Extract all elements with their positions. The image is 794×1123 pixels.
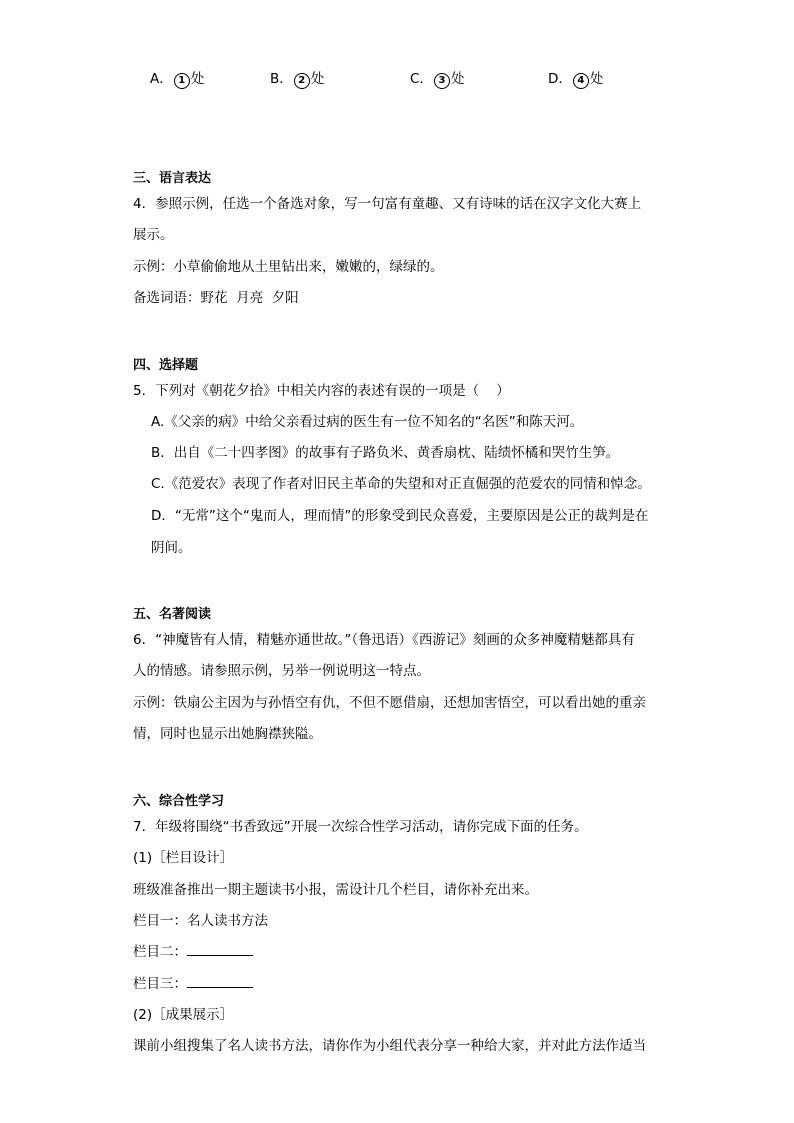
option-suffix: 处 <box>450 71 465 87</box>
option-suffix: 处 <box>190 71 205 87</box>
q7-sub1-text: 班级准备推出一期主题读书小报，需设计几个栏目，请你补充出来。 <box>133 882 538 898</box>
option-letter: C． <box>410 71 433 87</box>
q4-example: 示例：小草偷偷地从土里钻出来，嫩嫩的，绿绿的。 <box>133 259 444 275</box>
q7-sub2-text: 课前小组搜集了名人读书方法，请你作为小组代表分享一种给大家，并对此方法作适当 <box>133 1038 646 1054</box>
column-two-label: 栏目二： <box>133 944 187 960</box>
q7-text: 7．年级将围绕“书香致远”开展一次综合性学习活动，请你完成下面的任务。 <box>133 819 588 835</box>
circled-number: 3 <box>434 73 450 89</box>
q5-option-d[interactable]: D．“无常”这个“鬼而人，理而情”的形象受到民众喜爱，主要原因是公正的裁判是在 <box>151 508 649 524</box>
q6-text-cont: 人的情感。请参照示例，另举一例说明这一特点。 <box>133 663 430 679</box>
circled-number: 1 <box>174 73 190 89</box>
option-suffix: 处 <box>310 71 325 87</box>
column-two-blank[interactable] <box>187 943 253 956</box>
option-b[interactable] <box>270 67 324 89</box>
section4-heading: 四、选择题 <box>133 358 199 373</box>
q7-sub1-title: (1)［栏目设计］ <box>133 850 234 866</box>
q6-text: 6．“神魔皆有人情，精魅亦通世故。”（鲁迅语）《西游记》刻画的众多神魔精魅都具有 <box>133 632 635 648</box>
column-one: 栏目一：名人读书方法 <box>133 913 268 929</box>
option-letter: A． <box>150 71 173 87</box>
section3-heading: 三、语言表达 <box>133 171 212 186</box>
q5-option-c[interactable]: C.《范爱农》表现了作者对旧民主革命的失望和对正直倔强的范爱农的同情和悼念。 <box>151 476 651 492</box>
option-a[interactable] <box>150 67 204 89</box>
q5-question: 5．下列对《朝花夕拾》中相关内容的表述有误的一项是（ ） <box>133 383 510 399</box>
circled-number: 4 <box>573 73 589 89</box>
q4-candidate-words: 备选词语：野花 月亮 夕阳 <box>133 290 299 306</box>
q6-example: 示例：铁扇公主因为与孙悟空有仇，不但不愿借扇，还想加害悟空，可以看出她的重亲 <box>133 695 646 711</box>
q7-sub2-title: (2)［成果展示］ <box>133 1007 234 1023</box>
q4-text: 4．参照示例，任选一个备选对象，写一句富有童趣、又有诗味的话在汉字文化大赛上 <box>133 196 642 212</box>
option-letter: B． <box>270 71 293 87</box>
circled-number: 2 <box>294 73 310 89</box>
q5-option-a[interactable]: A.《父亲的病》中给父亲看过病的医生有一位不知名的“名医”和陈天河。 <box>151 414 584 430</box>
option-c[interactable] <box>410 67 464 89</box>
q4-text-cont: 展示。 <box>133 227 174 243</box>
column-two <box>133 940 253 960</box>
q5-option-b[interactable]: B．出自《二十四孝图》的故事有子路负米、黄香扇枕、陆绩怀橘和哭竹生笋。 <box>151 445 620 461</box>
column-three <box>133 972 253 992</box>
column-three-blank[interactable] <box>187 975 253 988</box>
option-d[interactable] <box>548 67 603 89</box>
option-letter: D． <box>548 71 572 87</box>
section5-heading: 五、名著阅读 <box>133 607 212 622</box>
q5-option-d-cont: 阴间。 <box>151 540 192 556</box>
option-suffix: 处 <box>589 71 604 87</box>
column-three-label: 栏目三： <box>133 976 187 992</box>
section6-heading: 六、综合性学习 <box>133 794 225 809</box>
q6-example-cont: 情，同时也显示出她胸襟狭隘。 <box>133 726 322 742</box>
